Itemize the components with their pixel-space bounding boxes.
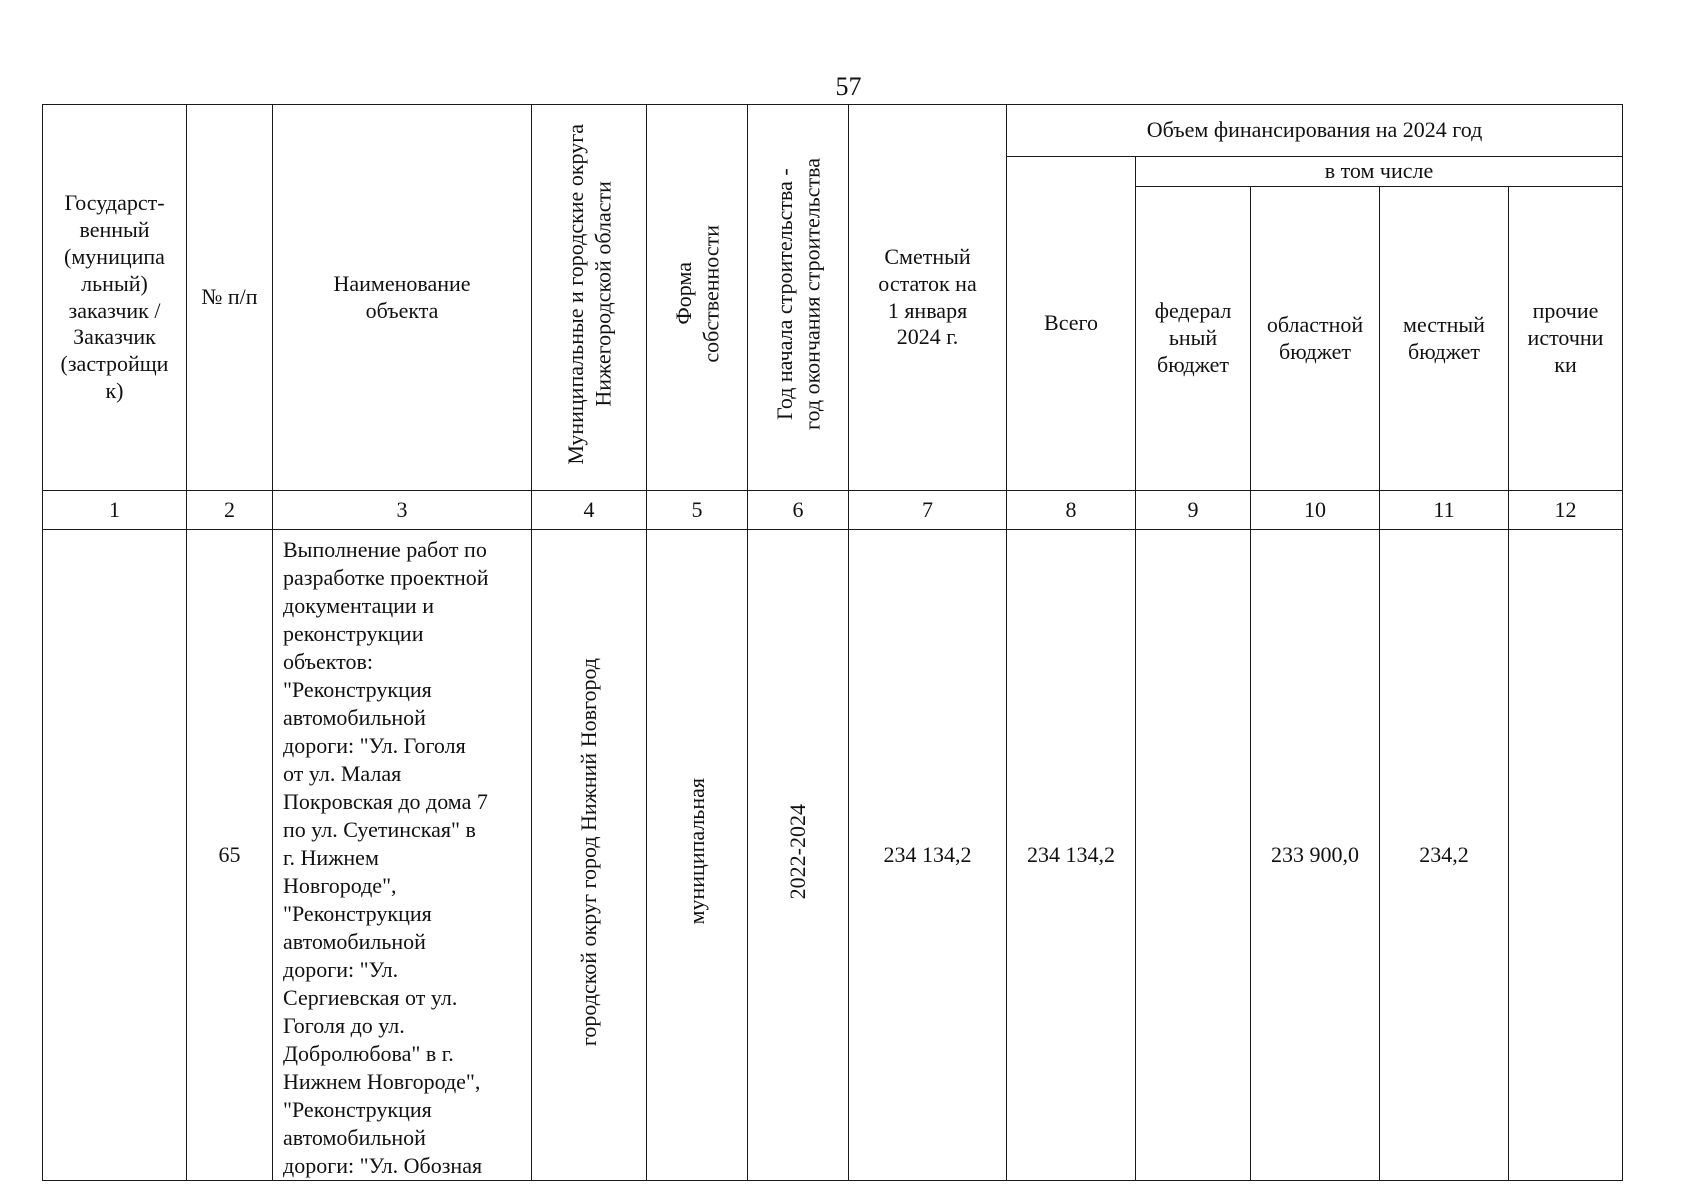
column-number: 9: [1136, 491, 1251, 530]
cell-estimate: 234 134,2: [849, 530, 1007, 1181]
header-ownership-text: Форма собственности: [670, 225, 723, 363]
cell-object-name: Выполнение работ по разработке проектной документации и реконструкции объектов: "Реконструкция автомобильной дороги: "Ул. Гоголя от ул. Малая Покровская до дома 7 по ул. Суетинская" в г. Нижнем Новгороде", "Реконструкция автомобильной дороги: "Ул. Сергиевская от ул. Гоголя до ул. Добролюбова" в г. Нижнем Новгороде", "Реконструкция автомобильной дороги: "Ул. Обозная: [273, 530, 532, 1181]
header-number: [187, 105, 273, 491]
cell-federal: [1136, 530, 1251, 1181]
header-including: [1136, 157, 1623, 187]
column-number: 10: [1251, 491, 1380, 530]
cell-years-text: 2022-2024: [785, 803, 811, 900]
construction-objects-table: [42, 104, 1623, 1181]
column-number: 1: [43, 491, 187, 530]
page-number: 57: [835, 72, 862, 101]
header-total-text: Всего: [1044, 310, 1098, 336]
header-financing-group-text: Объем финансирования на 2024 год: [1146, 117, 1483, 143]
header-local-text: местный бюджет: [1403, 311, 1485, 364]
header-including-text: в том числе: [1324, 158, 1434, 184]
header-customer-text: Государст- венный (муниципа льный) заказчик / Заказчик (застройщи к): [60, 190, 169, 403]
cell-regional: 233 900,0: [1251, 530, 1380, 1181]
header-ownership: [647, 105, 748, 491]
header-federal-text: федерал ьный бюджет: [1154, 298, 1232, 377]
cell-local: 234,2: [1380, 530, 1509, 1181]
cell-municipality-text: городской округ город Нижний Новгород: [576, 657, 602, 1046]
cell-number: 65: [187, 530, 273, 1181]
header-customer: [43, 105, 187, 491]
cell-customer: [43, 530, 187, 1181]
header-regional-text: областной бюджет: [1266, 311, 1364, 364]
column-number: 7: [849, 491, 1007, 530]
header-regional: [1251, 187, 1380, 491]
cell-years: [748, 530, 849, 1181]
cell-other: [1509, 530, 1623, 1181]
header-total: [1007, 157, 1136, 491]
header-years: [748, 105, 849, 491]
cell-ownership: [647, 530, 748, 1181]
column-number: 8: [1007, 491, 1136, 530]
header-other-text: прочие источни ки: [1527, 298, 1604, 377]
column-number: 5: [647, 491, 748, 530]
header-years-text: Год начала строительства - год окончания строительства: [771, 158, 824, 431]
header-other: [1509, 187, 1623, 491]
table-row: [43, 530, 1623, 1181]
header-local: [1380, 187, 1509, 491]
header-number-text: № п/п: [201, 284, 258, 310]
header-estimate-text: Сметный остаток на 1 января 2024 г.: [878, 243, 977, 350]
header-municipality-text: Муниципальные и городские округа Нижегородской области: [562, 123, 615, 465]
header-municipality: [532, 105, 647, 491]
column-number: 3: [273, 491, 532, 530]
header-object-name-text: Наименование объекта: [333, 270, 471, 323]
header-row-top: [43, 105, 1623, 157]
column-number: 4: [532, 491, 647, 530]
column-number: 2: [187, 491, 273, 530]
header-estimate: [849, 105, 1007, 491]
header-federal: [1136, 187, 1251, 491]
cell-municipality: [532, 530, 647, 1181]
column-number: 6: [748, 491, 849, 530]
column-number: 12: [1509, 491, 1623, 530]
cell-ownership-text: муниципальная: [684, 778, 710, 925]
header-financing-group: [1007, 105, 1623, 157]
column-number-row: [43, 491, 1623, 530]
column-number: 11: [1380, 491, 1509, 530]
cell-total: 234 134,2: [1007, 530, 1136, 1181]
header-object-name: [273, 105, 532, 491]
